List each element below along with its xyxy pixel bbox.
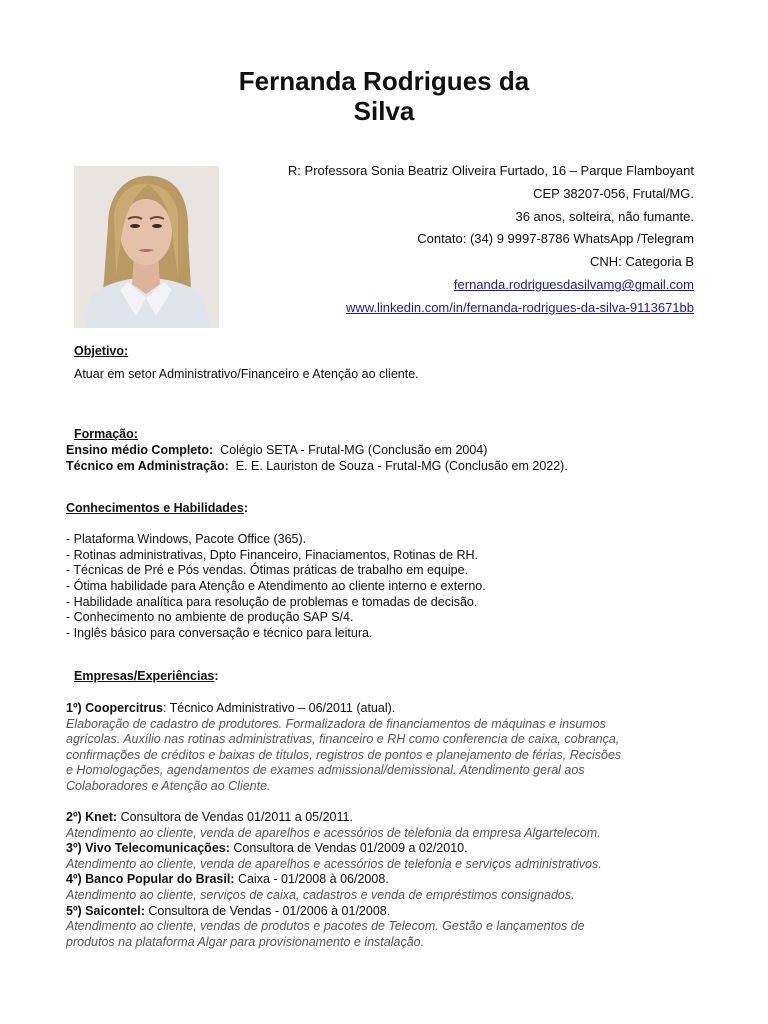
skill-item: - Técnicas de Pré e Pós vendas. Ótimas práticas de trabalho em equipe. [66, 563, 469, 578]
experience-desc-line: confirmações de créditos e baixas de títulos, registros de pontos e planejamento de férias, Recisões [66, 747, 622, 762]
skill-item: - Rotinas administrativas, Dpto Financeiro, Finaciamentos, Rotinas de RH. [66, 547, 478, 562]
contact-phone: Contato: (34) 9 9997-8786 WhatsApp /Telegram [417, 231, 694, 247]
experience-title: 2º) Knet: Consultora de Vendas 01/2011 a 05/2011. [66, 810, 353, 824]
skill-item: - Inglês básico para conversação e técnico para leitura. [66, 625, 373, 640]
contact-personal: 36 anos, solteira, não fumante. [515, 208, 694, 224]
formacao-section [66, 443, 568, 474]
empresas-heading: Empresas/Experiências: [74, 669, 219, 683]
experience-desc-line: agrícolas. Auxílio nas rotinas administrativas, financeiro e RH como conferencia de caixa, cobrança, [66, 732, 620, 747]
formacao-item-text: Colégio SETA - Frutal-MG (Conclusão em 2004) [213, 443, 488, 457]
contact-block [288, 160, 694, 320]
profile-photo-illustration [74, 166, 219, 328]
email-link[interactable]: fernanda.rodriguesdasilvamg@gmail.com [453, 276, 694, 292]
experience-title: 1º) Coopercitrus: Técnico Administrativo – 06/2011 (atual). [66, 701, 396, 715]
profile-photo [74, 166, 219, 328]
experience-desc-line: Atendimento ao cliente, serviços de caixa, cadastros e venda de empréstimos consignados. [66, 887, 575, 902]
experience-desc-line: Atendimento ao cliente, vendas de produtos e pacotes de Telecom. Gestão e lançamentos de [66, 919, 585, 934]
contact-address: R: Professora Sonia Beatriz Oliveira Furtado, 16 – Parque Flamboyant [287, 163, 694, 178]
experience-desc-line: e Homologações, agendamentos de exames admissional/demissional. Atendimento geral aos [66, 763, 585, 778]
experience-title: 4º) Banco Popular do Brasil: Caixa - 01/2008 à 06/2008. [66, 872, 389, 887]
linkedin-link[interactable]: www.linkedin.com/in/fernanda-rodrigues-da-silva-9113671bb [345, 299, 694, 315]
skill-item: - Habilidade analítica para resolução de problemas e tomadas de decisão. [66, 594, 478, 609]
experience-1 [66, 701, 706, 795]
experience-desc-line: Colaboradores e Atenção ao Cliente. [66, 778, 271, 793]
objetivo-heading: Objetivo: [74, 344, 129, 358]
name-line2: Silva [353, 96, 415, 126]
formacao-item-label: Técnico em Administração: [66, 458, 229, 473]
experience-desc-line: produtos na plataforma Algar para provisionamento e instalação. [66, 934, 425, 949]
objetivo-text: Atuar em setor Administrativo/Financeiro e Atenção ao cliente. [74, 366, 419, 381]
formacao-item-text: E. E. Lauriston de Souza - Frutal-MG (Conclusão em 2022). [228, 458, 568, 473]
experience-list [66, 810, 706, 950]
skill-item: - Ótima habilidade para Atenção e Atendimento ao cliente interno e externo. [66, 578, 486, 593]
experience-title: 3º) Vivo Telecomunicações: Consultora de Vendas 01/2009 a 02/2010. [66, 841, 468, 856]
contact-cep: CEP 38207-056, Frutal/MG. [533, 185, 694, 201]
contact-cnh: CNH: Categoria B [589, 254, 694, 270]
experience-title: 5º) Saicontel: Consultora de Vendas - 01/2006 à 01/2008. [66, 903, 391, 918]
experience-desc-line: Atendimento ao cliente, venda de aparelhos e acessórios de telefonia e serviços administrativos. [66, 856, 602, 871]
experience-desc-line: Elaboração de cadastro de produtores. Formalizadora de financiamentos de máquinas e insumos [66, 716, 606, 731]
formacao-item [66, 459, 568, 475]
conhecimentos-heading: Conhecimentos e Habilidades: [66, 501, 248, 515]
skill-item: - Conhecimento no ambiente de produção SAP S/4. [66, 610, 354, 625]
objetivo-section [74, 344, 419, 382]
skill-item: - Plataforma Windows, Pacote Office (365). [66, 532, 307, 547]
formacao-item [66, 443, 568, 459]
experience-desc-line: Atendimento ao cliente, venda de aparelhos e acessórios de telefonia da empresa Algartelecom. [66, 825, 601, 840]
formacao-heading: Formação: [74, 427, 138, 441]
conhecimentos-section [66, 501, 486, 641]
name-line1: Fernanda Rodrigues da [238, 66, 530, 96]
formacao-item-label: Ensino médio Completo: [66, 443, 214, 457]
resume-name [150, 66, 618, 126]
